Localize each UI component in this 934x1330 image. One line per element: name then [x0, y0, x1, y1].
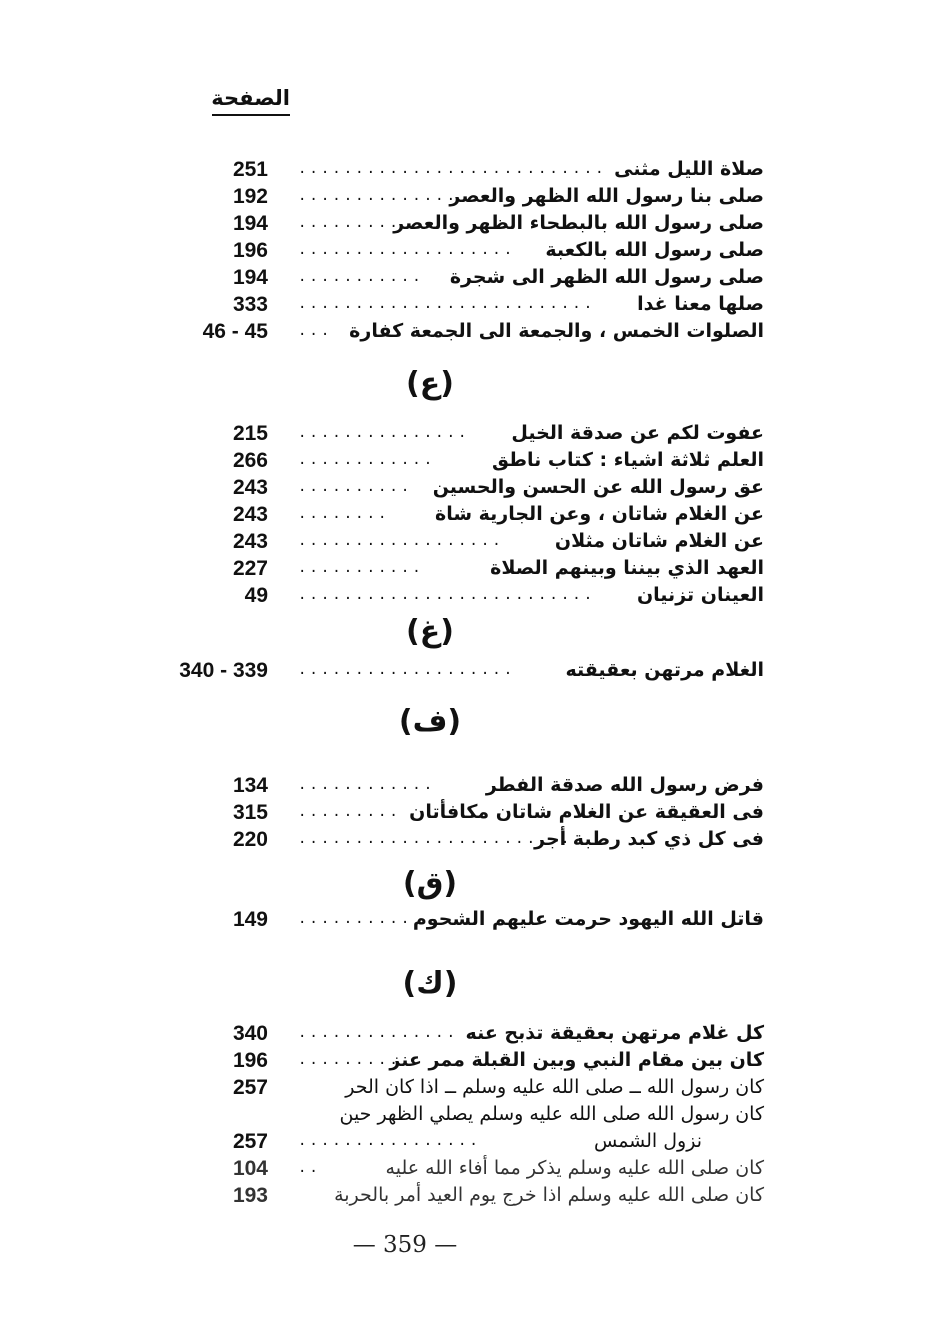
entry-text: العلم ثلاثة اشياء : كتاب ناطق	[491, 449, 764, 471]
entry-text: الغلام مرتهن بعقيقته	[565, 659, 764, 681]
index-entry	[0, 501, 934, 528]
leader-dots: ..........................	[298, 296, 596, 312]
entry-text: كان صلى الله عليه وسلم يذكر مما أفاء الله عليه	[385, 1157, 764, 1179]
leader-dots: ...........	[298, 269, 424, 285]
index-entry	[0, 1020, 934, 1047]
section-letter-ghain: (غ)	[406, 614, 454, 649]
entry-text: صلها معنا غدا	[637, 293, 764, 315]
entry-text: صلى رسول الله الظهر الى شجرة	[449, 266, 764, 288]
entry-page: 49	[244, 584, 268, 607]
leader-dots: ...................	[298, 662, 516, 678]
leader-dots: .........	[298, 215, 401, 231]
index-entry	[0, 291, 934, 318]
entry-page: 243	[232, 530, 268, 553]
entry-text: كل غلام مرتهن بعقيقة تذبح عنه	[465, 1022, 764, 1044]
index-entry	[0, 210, 934, 237]
leader-dots: ...............	[298, 425, 470, 441]
entry-text: كان رسول الله ــ صلى الله عليه وسلم ــ اذا كان الحر	[345, 1076, 764, 1098]
entry-text: فى العقيقة عن الغلام شاتان مكافأتان	[409, 801, 764, 823]
index-entry	[0, 799, 934, 826]
leader-dots: ..............	[298, 188, 459, 204]
entry-text: كان صلى الله عليه وسلم اذا خرج يوم العيد أمر بالحربة	[334, 1184, 764, 1206]
section-letter-ain: (ع)	[406, 366, 454, 401]
leader-dots: .........	[298, 1052, 401, 1068]
index-entry	[0, 906, 934, 933]
index-entry	[0, 555, 934, 582]
leader-dots: ..	[298, 1160, 321, 1176]
index-entry	[0, 318, 934, 345]
entry-page: 315	[232, 801, 268, 824]
entry-page: 243	[232, 476, 268, 499]
section-letter-qaf: (ق)	[402, 866, 458, 901]
leader-dots: ............	[298, 452, 436, 468]
entry-text: صلى رسول الله بالبطحاء الظهر والعصر	[393, 212, 764, 234]
index-entry	[0, 447, 934, 474]
index-entry	[0, 183, 934, 210]
entry-page: 257	[232, 1130, 268, 1153]
index-entry	[0, 264, 934, 291]
entry-text: كان بين مقام النبي وبين القبلة ممر عنز	[389, 1049, 764, 1071]
entry-text: عن الغلام شاتان ، وعن الجارية شاة	[434, 503, 764, 525]
leader-dots: ................	[298, 1133, 481, 1149]
entry-page: 251	[232, 158, 268, 181]
entry-text: صلاة الليل مثنى	[614, 158, 764, 180]
index-entry	[0, 237, 934, 264]
entry-page: 149	[232, 908, 268, 931]
index-entry	[0, 657, 934, 684]
entry-page: 192	[232, 185, 268, 208]
entry-text: كان رسول الله صلى الله عليه وسلم يصلي الظهر حين	[339, 1103, 764, 1125]
index-entry	[0, 1101, 934, 1128]
leader-dots: ...........................	[298, 161, 607, 177]
entry-page: 220	[232, 828, 268, 851]
section-letter-kaf: (ك)	[402, 966, 458, 1001]
entry-text: عق رسول الله عن الحسن والحسين	[432, 476, 764, 498]
entry-page: 194	[232, 266, 268, 289]
entry-text: صلى بنا رسول الله الظهر والعصر	[449, 185, 764, 207]
leader-dots: ...	[298, 323, 333, 339]
index-entry	[0, 582, 934, 609]
entry-page: 194	[232, 212, 268, 235]
leader-dots: ............	[298, 777, 436, 793]
leader-dots: ..........	[298, 479, 413, 495]
entry-page: 46 - 45	[202, 320, 268, 343]
index-entry	[0, 420, 934, 447]
page-number: — 359 —	[352, 1232, 458, 1258]
index-entry	[0, 156, 934, 183]
index-entry	[0, 528, 934, 555]
index-entry	[0, 1074, 934, 1101]
entry-page: 243	[232, 503, 268, 526]
index-entry	[0, 826, 934, 853]
leader-dots: .........	[298, 804, 401, 820]
index-entry	[0, 1182, 934, 1209]
entry-page: 134	[232, 774, 268, 797]
entry-text: عفوت لكم عن صدقة الخيل	[511, 422, 764, 444]
entry-page: 257	[232, 1076, 268, 1099]
entry-page: 340	[232, 1022, 268, 1045]
entry-text: العهد الذي بيننا وبينهم الصلاة	[490, 557, 764, 579]
leader-dots: ........................	[298, 831, 573, 847]
leader-dots: ..............	[298, 1025, 459, 1041]
index-entry	[0, 1047, 934, 1074]
entry-page: 215	[232, 422, 268, 445]
index-entry	[0, 474, 934, 501]
index-entry	[0, 772, 934, 799]
leader-dots: ..................	[298, 533, 504, 549]
entry-text: الصلوات الخمس ، والجمعة الى الجمعة كفارة	[349, 320, 764, 342]
entry-page: 193	[232, 1184, 268, 1207]
index-entry	[0, 1128, 934, 1155]
entry-text: صلى رسول الله بالكعبة	[545, 239, 764, 261]
entry-text: قاتل الله اليهود حرمت عليهم الشحوم	[412, 908, 764, 930]
leader-dots: ...................	[298, 242, 516, 258]
leader-dots: ..........................	[298, 587, 596, 603]
entry-text: فى كل ذي كبد رطبة أجر	[534, 828, 764, 850]
entry-page: 196	[232, 239, 268, 262]
entry-page: 196	[232, 1049, 268, 1072]
leader-dots: ...........	[298, 560, 424, 576]
entry-text: العينان تزنيان	[636, 584, 764, 606]
entry-page: 333	[232, 293, 268, 316]
entry-page: 266	[232, 449, 268, 472]
section-letter-fa: (ف)	[398, 704, 462, 739]
entry-page: 227	[232, 557, 268, 580]
entry-page: 340 - 339	[179, 659, 268, 682]
page-column-header: الصفحة	[212, 86, 290, 116]
entry-text: فرض رسول الله صدقة الفطر	[485, 774, 764, 796]
entry-text: نزول الشمس	[593, 1130, 702, 1152]
leader-dots: ........	[298, 506, 390, 522]
entry-text: عن الغلام شاتان مثلان	[554, 530, 764, 552]
index-entry	[0, 1155, 934, 1182]
entry-page: 104	[232, 1157, 268, 1180]
leader-dots: ..........	[298, 911, 413, 927]
